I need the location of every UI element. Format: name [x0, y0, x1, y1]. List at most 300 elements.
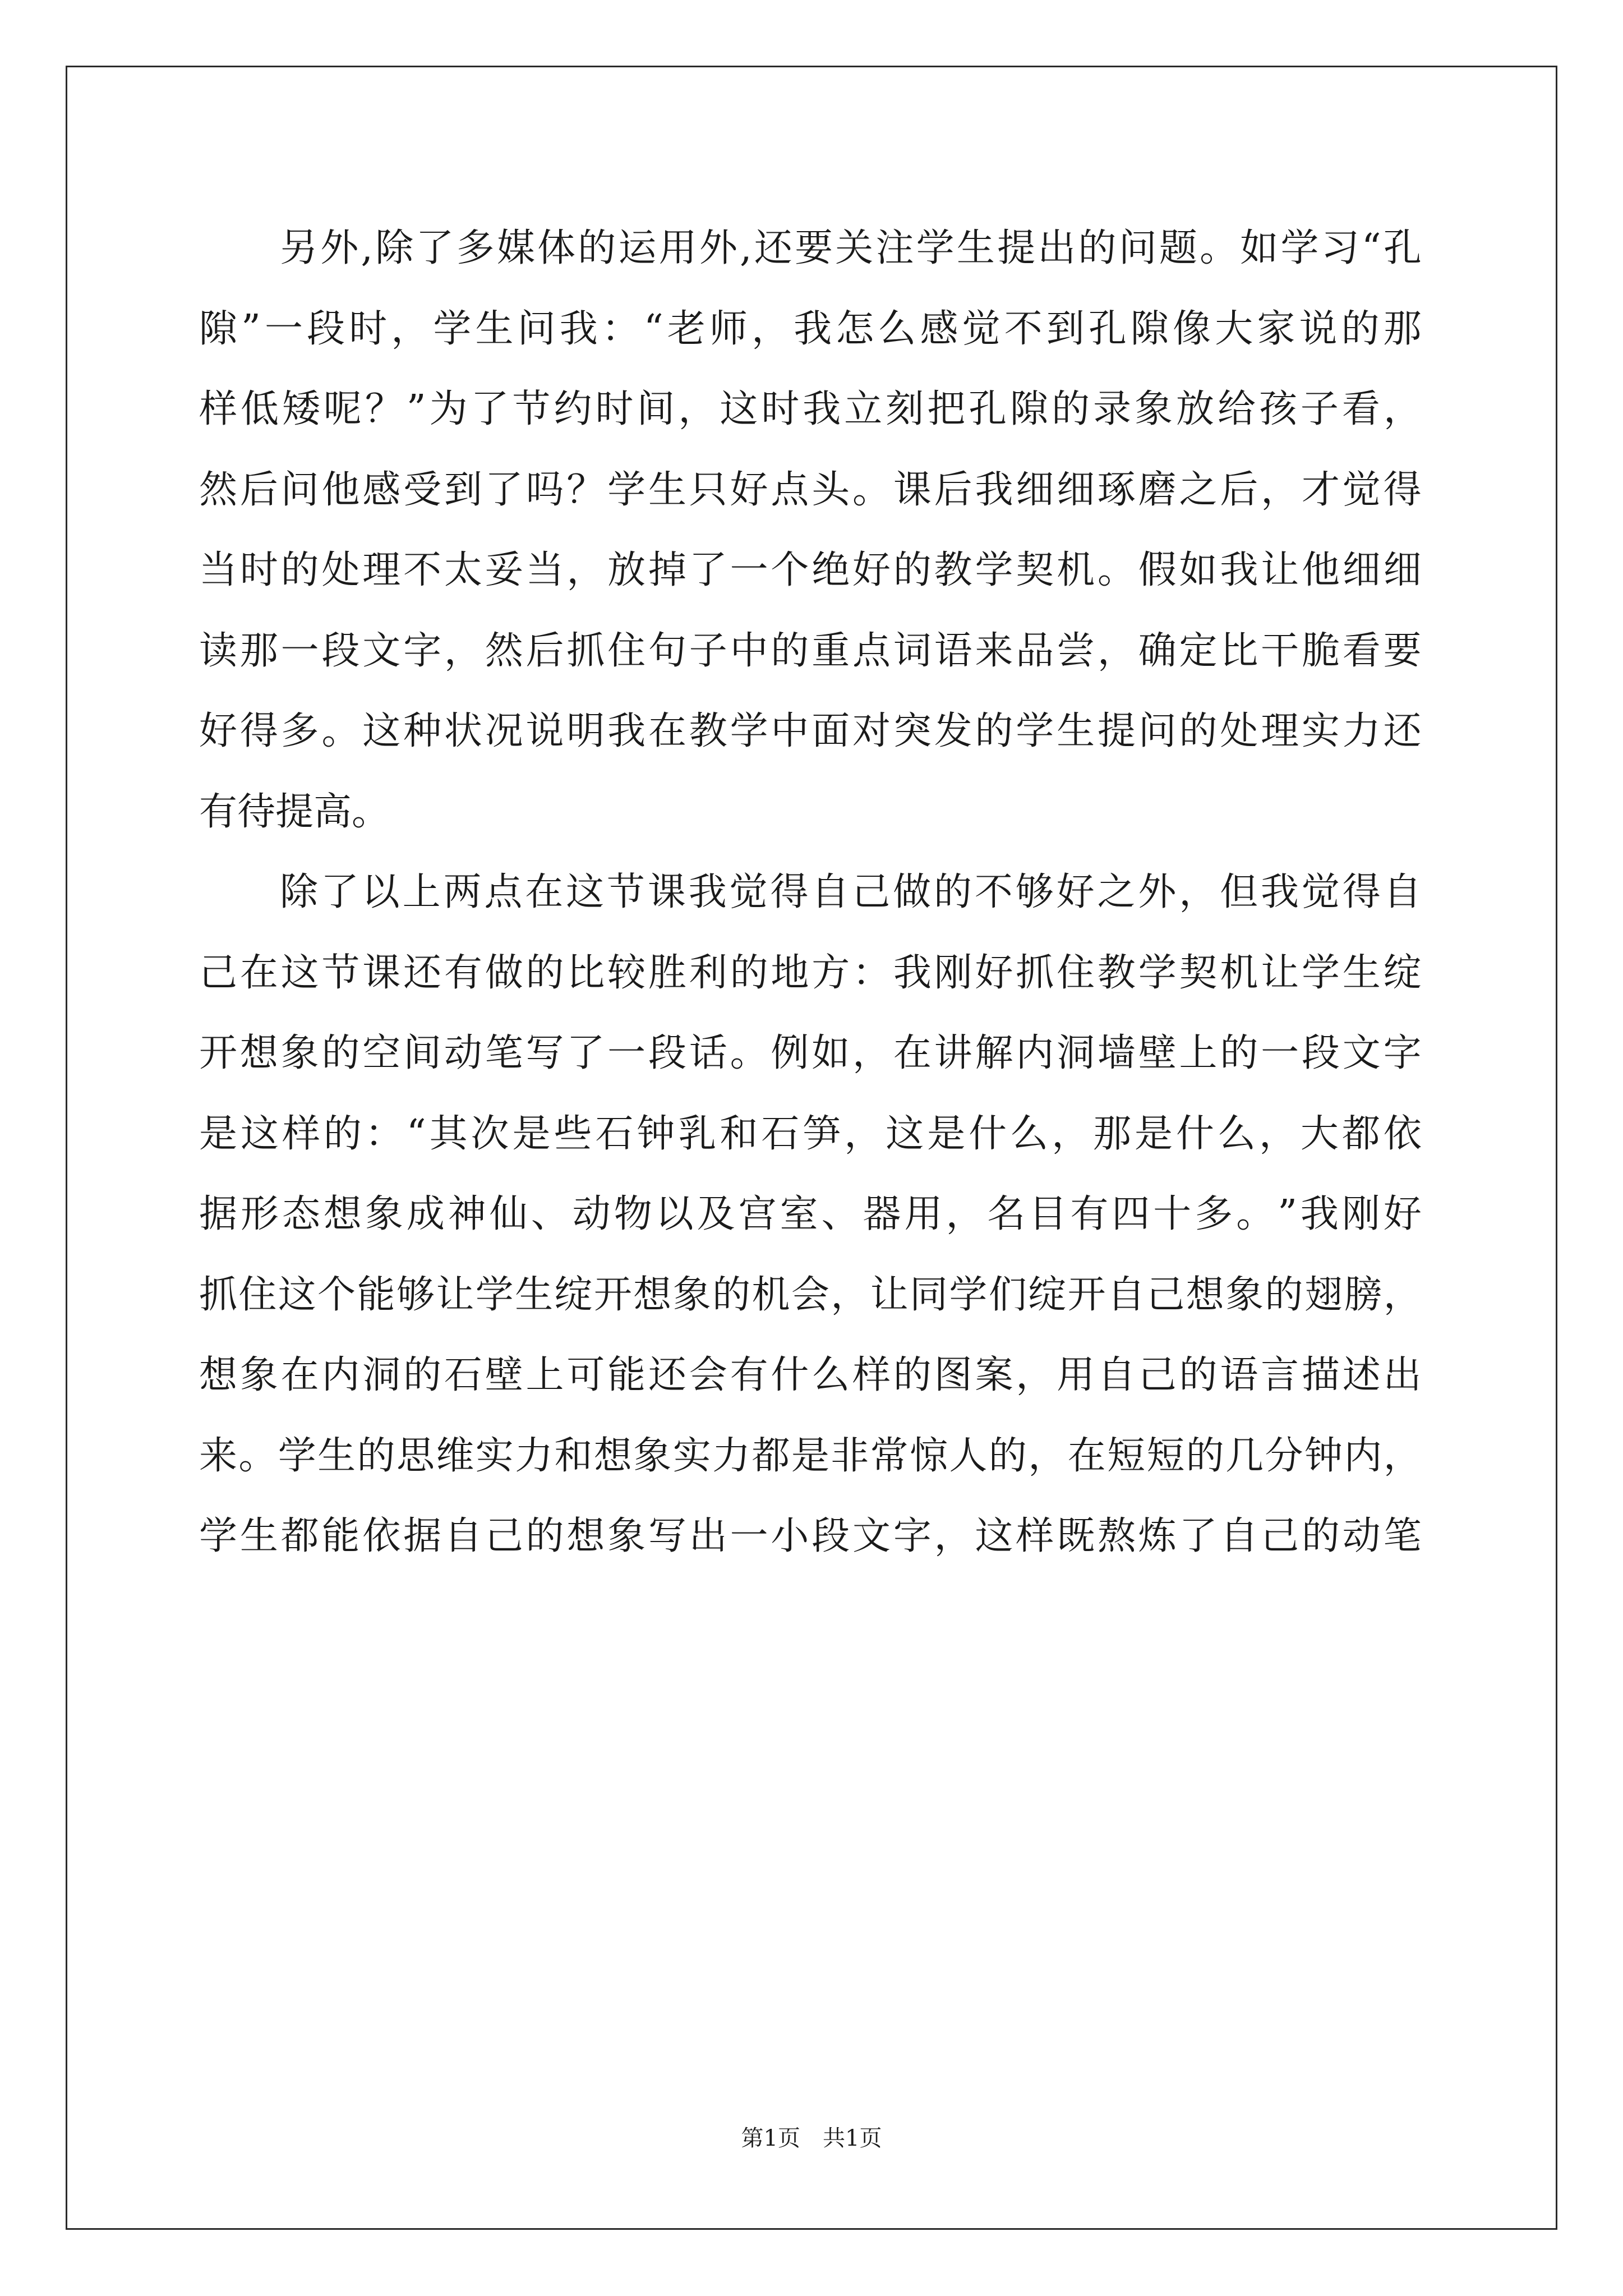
text-char: 说 [1299, 306, 1338, 351]
text-char: 品 [1016, 628, 1054, 673]
text-char: 怎 [836, 306, 874, 351]
text-char: 的 [1179, 1353, 1218, 1397]
text-char: 力 [1342, 709, 1381, 753]
text-char: 刻 [886, 387, 924, 431]
text-char: 这 [280, 950, 319, 995]
text-char: 学 [278, 1433, 316, 1478]
text-char: 上 [1179, 1031, 1218, 1075]
text-char: 成 [406, 1192, 445, 1236]
text-line [199, 208, 1422, 289]
text-char: 了 [485, 467, 523, 512]
text-char: 孔 [969, 387, 1007, 431]
text-char: 字 [893, 1514, 932, 1558]
text-char: 让 [870, 1272, 909, 1317]
text-char: 开 [593, 1272, 632, 1317]
text-char: 看 [1341, 387, 1380, 431]
text-char: 处 [321, 548, 360, 592]
text-line [199, 1416, 1422, 1497]
text-char: 形 [240, 1192, 279, 1236]
text-char: 句 [648, 628, 686, 673]
text-char: 么 [1010, 1111, 1049, 1156]
text-char: 及 [697, 1192, 735, 1236]
text-char: 室 [780, 1192, 818, 1236]
text-char: 比 [1220, 628, 1258, 673]
text-char: 的 [975, 709, 1013, 753]
text-char: 的 [525, 1514, 564, 1558]
text-char: 胜 [648, 950, 686, 995]
text-char: 会 [689, 1353, 727, 1397]
text-char: 象 [607, 1514, 646, 1558]
text-char: 这 [566, 870, 605, 914]
text-char: 好 [852, 548, 891, 592]
text-char: 宫 [738, 1192, 777, 1236]
text-char: ， [751, 306, 790, 351]
text-char: 他 [321, 467, 360, 512]
text-char: 学 [433, 306, 472, 351]
text-char: 多 [456, 226, 495, 270]
text-char: 。 [1097, 548, 1136, 592]
text-char: 象 [280, 1031, 319, 1075]
text-char: 自 [811, 870, 850, 914]
text-char: 图 [934, 1353, 972, 1397]
text-char: 在 [648, 709, 686, 753]
text-char: 自 [444, 1514, 482, 1558]
text-char: 都 [751, 1433, 790, 1478]
text-char: 么 [811, 1353, 850, 1397]
text-char: 样 [852, 1353, 891, 1397]
text-char: 孔 [1088, 306, 1127, 351]
text-char: 孔 [1383, 226, 1422, 270]
text-char: 既 [1057, 1514, 1095, 1558]
text-char: 好 [1383, 1192, 1422, 1236]
text-char: 抓 [566, 628, 605, 673]
text-char: 地 [771, 950, 809, 995]
text-char: 态 [282, 1192, 320, 1236]
text-char: 我 [1220, 548, 1258, 592]
text-char: ， [831, 1272, 869, 1317]
text-char: 矮 [282, 387, 320, 431]
text-char: 用 [904, 1192, 943, 1236]
text-char: 只 [689, 467, 727, 512]
text-char: 笔 [485, 1031, 523, 1075]
text-char: 出 [1038, 226, 1076, 270]
text-char: 熬 [1097, 1514, 1136, 1558]
text-char: 抓 [1016, 950, 1054, 995]
text-char: 段 [648, 1031, 686, 1075]
text-char: 实 [475, 1433, 514, 1478]
text-char: 了 [416, 226, 454, 270]
text-char: 还 [754, 226, 792, 270]
text-char: 己 [1146, 1272, 1185, 1317]
text-char: 在 [525, 870, 564, 914]
text-char: 课 [893, 467, 932, 512]
text-char: 惊 [910, 1433, 948, 1478]
text-char: 比 [566, 950, 605, 995]
text-char: 能 [321, 1514, 360, 1558]
text-char: 写 [525, 1031, 564, 1075]
text-char: 。 [238, 1433, 277, 1478]
text-char: 提 [997, 226, 1036, 270]
text-char: 后 [525, 628, 564, 673]
text-char: 来 [975, 628, 1013, 673]
text-char: 词 [893, 628, 932, 673]
text-char: 的 [1301, 1514, 1340, 1558]
text-char: 确 [1138, 628, 1177, 673]
text-char: 机 [1220, 950, 1258, 995]
text-char: 同 [910, 1272, 948, 1317]
text-char: 文 [1342, 1031, 1381, 1075]
text-char: 例 [771, 1031, 809, 1075]
text-char: 短 [1146, 1433, 1185, 1478]
text-char: 两 [443, 870, 482, 914]
text-char: 种 [403, 709, 442, 753]
text-char: 时 [761, 387, 800, 431]
text-char: 太 [444, 548, 482, 592]
text-char: 得 [770, 870, 809, 914]
text-char: 我 [975, 467, 1013, 512]
text-char: 己 [1138, 1353, 1177, 1397]
text-char: 细 [1383, 548, 1422, 592]
text-char: 墙 [1097, 1031, 1136, 1075]
text-char: 间 [403, 1031, 442, 1075]
text-char: 低 [240, 387, 279, 431]
text-char: 假 [1138, 548, 1177, 592]
text-char: 用 [658, 226, 697, 270]
text-char: 思 [396, 1433, 435, 1478]
text-char: 体 [537, 226, 576, 270]
text-char: 四 [1112, 1192, 1150, 1236]
text-char: 们 [988, 1272, 1027, 1317]
text-char: 后 [934, 467, 972, 512]
text-char: 得 [239, 709, 278, 753]
text-char: 利 [689, 950, 727, 995]
paragraph-1 [199, 208, 1422, 852]
document-body [199, 208, 1422, 1577]
text-char: 言 [1261, 1353, 1299, 1397]
text-char: 依 [362, 1514, 401, 1558]
text-char: ， [1261, 467, 1299, 512]
text-char: 写 [648, 1514, 686, 1558]
text-char: 孩 [1258, 387, 1297, 431]
text-char: 乳 [678, 1111, 717, 1156]
text-line [199, 611, 1422, 692]
text-line [199, 1496, 1422, 1577]
text-char: 出 [1383, 1353, 1422, 1397]
text-char: 力 [712, 1433, 751, 1478]
text-char: 学 [730, 709, 768, 753]
text-char: 能 [357, 1272, 395, 1317]
text-char: 在 [280, 1353, 319, 1397]
text-char: 子 [689, 628, 727, 673]
text-char: 点 [852, 628, 891, 673]
text-char: 那 [1383, 306, 1422, 351]
text-char: ， [1052, 1111, 1090, 1156]
text-char: ， [1016, 1353, 1054, 1397]
text-char: 隙 [199, 306, 238, 351]
text-char: 字 [1383, 1031, 1422, 1075]
text-char: 的 [323, 1111, 362, 1156]
text-char: 中 [730, 628, 768, 673]
text-char: 那 [239, 628, 278, 673]
page-footer: 第1页 共1页 [741, 2125, 882, 2151]
text-char: 干 [1261, 628, 1299, 673]
text-char: 字 [403, 628, 442, 673]
text-char: 读 [199, 628, 238, 673]
text-line [199, 1094, 1422, 1175]
text-char: 动 [1342, 1514, 1381, 1558]
text-char: 钟 [1304, 1433, 1343, 1478]
text-char: 得 [1383, 467, 1422, 512]
text-line [199, 530, 1422, 611]
text-char: 头 [811, 467, 850, 512]
text-char: 之 [1179, 467, 1218, 512]
text-char: 住 [607, 628, 646, 673]
text-char: ， [1383, 1272, 1422, 1317]
text-char: 我 [607, 709, 646, 753]
text-char: 学 [1016, 709, 1054, 753]
text-char: 炼 [1138, 1514, 1177, 1558]
text-char: , [740, 226, 752, 270]
text-char: 细 [1016, 467, 1054, 512]
text-char: 关 [835, 226, 874, 270]
text-char: 内 [1344, 1433, 1382, 1478]
text-char: 壁 [485, 1353, 523, 1397]
text-char: ， [946, 1192, 984, 1236]
text-char: 琢 [1097, 467, 1136, 512]
text-char: 上 [525, 1353, 564, 1397]
text-char: 做 [485, 950, 523, 995]
text-char: 细 [1342, 548, 1381, 592]
text-char: 是 [199, 1111, 238, 1156]
text-char: 我 [688, 870, 727, 914]
text-char: 样 [1016, 1514, 1054, 1558]
text-char: 隙 [1131, 306, 1169, 351]
text-line [199, 289, 1422, 370]
text-char: 石 [444, 1353, 482, 1397]
text-char: ， [444, 628, 482, 673]
text-char: 笔 [1383, 1514, 1422, 1558]
text-char: 习 [1321, 226, 1359, 270]
text-char: 方 [811, 950, 850, 995]
text-char: 当 [199, 548, 238, 592]
text-char: 教 [934, 548, 972, 592]
text-char: 要 [795, 226, 833, 270]
text-char: 和 [554, 1433, 593, 1478]
text-char: 不 [403, 548, 442, 592]
text-char: 够 [1015, 870, 1054, 914]
text-char: 学 [1301, 950, 1340, 995]
text-char: 要 [1383, 628, 1422, 673]
text-char: 常 [870, 1433, 909, 1478]
text-char: 点 [484, 870, 523, 914]
text-char: 一 [280, 628, 319, 673]
text-char: 象 [239, 1353, 278, 1397]
text-char: 都 [280, 1514, 319, 1558]
text-char: 况 [485, 709, 523, 753]
text-char: 问 [280, 467, 319, 512]
text-char: 自 [1220, 1514, 1258, 1558]
text-char: 名 [987, 1192, 1026, 1236]
text-char: 的 [712, 1272, 751, 1317]
text-char: 放 [607, 548, 646, 592]
text-char: 出 [689, 1514, 727, 1558]
text-char: 好 [975, 950, 1013, 995]
text-char: 刚 [1341, 1192, 1380, 1236]
text-char: ， [678, 387, 717, 431]
text-char: 这 [362, 709, 401, 753]
text-char: 。 [852, 467, 891, 512]
text-char: 明 [566, 709, 605, 753]
text-char: 除 [375, 226, 414, 270]
text-char: 的 [321, 1031, 360, 1075]
text-char: 学 [199, 1514, 238, 1558]
text-char: 的 [1265, 1272, 1303, 1317]
text-char: ， [1179, 870, 1218, 914]
text-char: 个 [317, 1272, 356, 1317]
text-char: 那 [1093, 1111, 1132, 1156]
text-char: 都 [1341, 1111, 1380, 1156]
text-char: 语 [1220, 1353, 1258, 1397]
text-char: 学 [949, 1272, 988, 1317]
text-char: 才 [1301, 467, 1340, 512]
text-char: 掉 [648, 548, 686, 592]
text-char: 自 [1097, 1353, 1136, 1397]
text-char: 。 [321, 709, 360, 753]
text-char: 还 [648, 1353, 686, 1397]
text-char: 不 [1004, 306, 1043, 351]
text-char: 想 [199, 1353, 238, 1397]
text-char: 对 [852, 709, 891, 753]
text-char: 自 [1383, 870, 1422, 914]
text-char: 的 [357, 1433, 395, 1478]
text-char: 和 [720, 1111, 758, 1156]
text-char: 问 [1138, 709, 1177, 753]
text-char: 节 [321, 950, 360, 995]
text-char: 小 [771, 1514, 809, 1558]
text-char: 翅 [1304, 1272, 1343, 1317]
text-char: 生 [475, 306, 514, 351]
text-char: 放 [1176, 387, 1215, 431]
text-char: 学 [1280, 226, 1319, 270]
text-line [199, 369, 1422, 450]
text-char: 上 [402, 870, 441, 914]
text-char: 较 [607, 950, 646, 995]
text-char: 的 [988, 1433, 1027, 1478]
text-char: 大 [1215, 306, 1253, 351]
text-char: 想 [1186, 1272, 1224, 1317]
text-char: 段 [1301, 1031, 1340, 1075]
text-char: 象 [672, 1272, 711, 1317]
text-char: 如 [1179, 548, 1218, 592]
text-char: ， [1028, 1433, 1067, 1478]
text-char: 但 [1220, 870, 1258, 914]
text-line [199, 1013, 1422, 1094]
text-char: 段 [811, 1514, 850, 1558]
text-char: 。 [1236, 1192, 1275, 1236]
text-char: 机 [1057, 548, 1095, 592]
text-char: 我 [893, 950, 932, 995]
text-char: 当 [525, 548, 564, 592]
text-char: 外 [699, 226, 737, 270]
text-char: 如 [811, 1031, 850, 1075]
text-char: 次 [471, 1111, 509, 1156]
text-char: 绽 [1028, 1272, 1067, 1317]
text-char: 学 [1138, 950, 1177, 995]
text-char: 突 [893, 709, 932, 753]
text-char: 之 [1097, 870, 1136, 914]
text-char: 学 [607, 467, 646, 512]
text-char: 的 [1052, 387, 1090, 431]
text-char: 什 [969, 1111, 1007, 1156]
text-char: 绽 [1383, 950, 1422, 995]
text-char: 象 [1225, 1272, 1264, 1317]
text-char: 么 [878, 306, 916, 351]
text-char: 生 [239, 1514, 278, 1558]
text-char: ， [852, 1031, 891, 1075]
text-char: 。 [730, 1031, 768, 1075]
text-char: ” [241, 306, 261, 351]
text-char: 人 [949, 1433, 988, 1478]
text-char: 媒 [496, 226, 535, 270]
text-char: 的 [1179, 709, 1218, 753]
text-char: 学 [975, 548, 1013, 592]
text-char: 在 [893, 1031, 932, 1075]
text-char: 看 [1342, 628, 1381, 673]
text-char: 我 [559, 306, 598, 351]
text-char: 生 [956, 226, 995, 270]
text-char: 的 [525, 950, 564, 995]
text-char: 些 [554, 1111, 592, 1156]
text-char: 开 [1067, 1272, 1106, 1317]
text-char: 让 [1261, 548, 1299, 592]
text-char: 述 [1342, 1353, 1381, 1397]
text-char: 契 [1016, 548, 1054, 592]
text-char: 问 [1118, 226, 1157, 270]
text-char: “ [643, 306, 663, 351]
text-char: 自 [1106, 1272, 1145, 1317]
text-char: 的 [1186, 1433, 1224, 1478]
text-char: 分 [1265, 1433, 1303, 1478]
text-char: 如 [1240, 226, 1279, 270]
text-char: 段 [307, 306, 345, 351]
text-char: ， [566, 548, 605, 592]
text-char: 后 [239, 467, 278, 512]
text-char: 受 [403, 467, 442, 512]
text-char: 神 [448, 1192, 486, 1236]
text-char: 像 [1173, 306, 1211, 351]
text-char: 状 [444, 709, 482, 753]
text-char: ， [1097, 628, 1136, 673]
text-char: 想 [323, 1192, 362, 1236]
text-char: 问 [517, 306, 556, 351]
text-char: 了 [471, 387, 509, 431]
text-char: 以 [361, 870, 400, 914]
text-char: 仙 [489, 1192, 528, 1236]
text-char: 想 [239, 1031, 278, 1075]
text-char: 的 [1078, 226, 1117, 270]
text-char: 是 [791, 1433, 829, 1478]
text-line [199, 933, 1422, 1014]
text-char: 点 [771, 467, 809, 512]
text-char: 了 [320, 870, 359, 914]
text-char: 住 [238, 1272, 277, 1317]
text-char: 尝 [1057, 628, 1095, 673]
text-char: 学 [475, 1272, 514, 1317]
text-char: 生 [1342, 950, 1381, 995]
text-char: 这 [975, 1514, 1013, 1558]
text-char: 好 [1056, 870, 1095, 914]
text-char: 录 [1093, 387, 1132, 431]
